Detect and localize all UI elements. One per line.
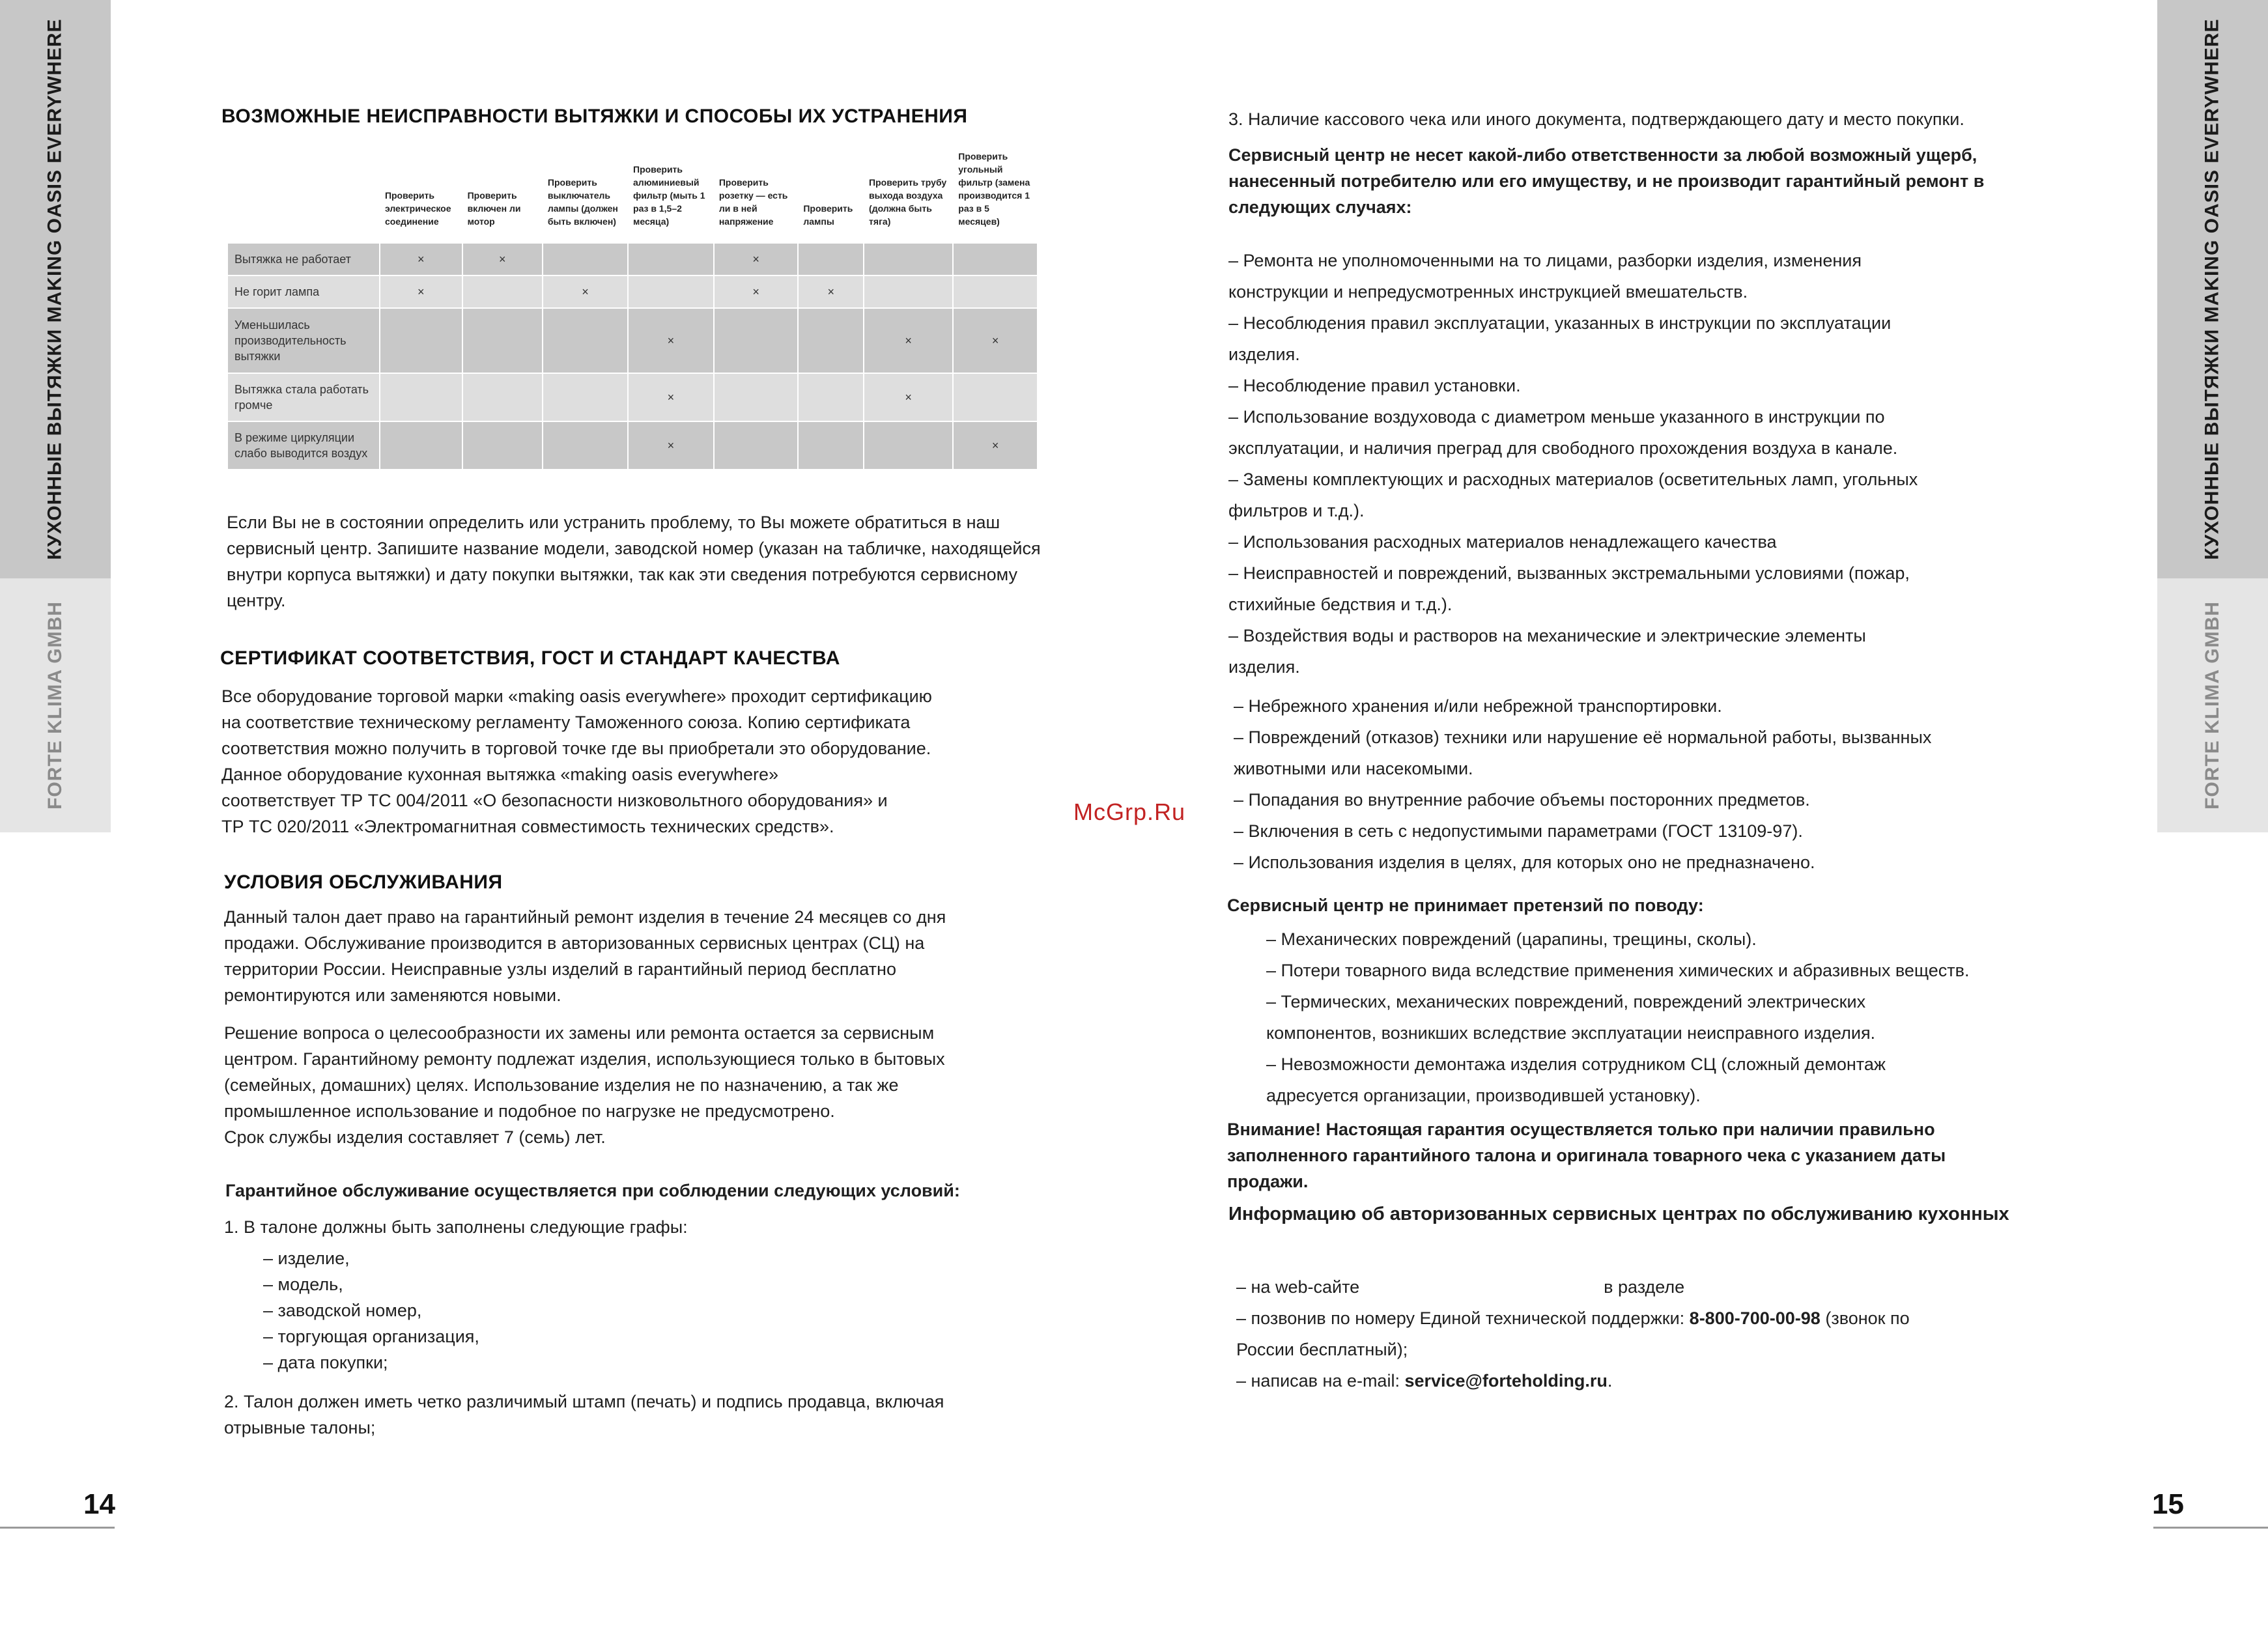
- text-line: – Термических, механических повреждений, повреждений электрических: [1266, 992, 1866, 1011]
- troubleshoot-table: [227, 150, 1038, 470]
- text-line: территории России. Неисправные узлы изделий в гарантийный период бесплатно: [224, 959, 896, 979]
- table-cell: [798, 373, 864, 421]
- row-label: В режиме циркуляции слабо выводится воздух: [227, 421, 380, 470]
- col-header: Проверить включен ли мотор: [467, 190, 521, 227]
- text-line: заполненного гарантийного талона и оригинала товарного чека с указанием даты: [1227, 1146, 1946, 1165]
- left-page-rule: [0, 1527, 115, 1529]
- left-page-number: 14: [83, 1488, 115, 1520]
- table-cell: ×: [714, 276, 799, 308]
- table-cell: [380, 421, 462, 470]
- right-page-rule: [2153, 1527, 2268, 1529]
- text-line: – Включения в сеть с недопустимыми параметрами (ГОСТ 13109-97).: [1234, 821, 1803, 841]
- text-line: Сервисный центр не несет какой-либо ответственности за любой возможный ущерб,: [1228, 145, 1977, 165]
- text-line: нанесенный потребителю или его имуществу, и не производит гарантийный ремонт в: [1228, 171, 1985, 191]
- row-label: Вытяжка не работает: [227, 243, 380, 276]
- text-line: конструкции и непредусмотренных инструкцией вмешательств.: [1228, 282, 1748, 302]
- table-cell: [798, 421, 864, 470]
- col-header: Проверить лампы: [803, 203, 853, 227]
- table-row: [227, 276, 1038, 308]
- cert-line: Все оборудование торговой марки «making oasis everywhere» проходит сертификацию: [221, 686, 932, 706]
- phone-number[interactable]: 8-800-700-00-98: [1689, 1308, 1821, 1328]
- cert-line: Данное оборудование кухонная вытяжка «making oasis everywhere»: [221, 765, 778, 784]
- table-cell: [714, 308, 799, 373]
- col-header: Проверить трубу выхода воздуха (должна быть тяга): [869, 177, 947, 227]
- info-title: Информацию об авторизованных сервисных центрах по обслуживанию кухонных: [1228, 1204, 2009, 1224]
- list-item: – изделие,: [263, 1249, 350, 1268]
- no-claims-title: Сервисный центр не принимает претензий по поводу:: [1227, 896, 1704, 915]
- text-line: изделия.: [1228, 657, 1300, 677]
- list-item: – торгующая организация,: [263, 1327, 479, 1346]
- table-cell: [864, 243, 953, 276]
- table-cell: ×: [864, 308, 953, 373]
- table-cell: [628, 243, 714, 276]
- text-line: эксплуатации, и наличия преград для свободного прохождения воздуха в канале.: [1228, 438, 1898, 458]
- text-line: следующих случаях:: [1228, 197, 1412, 217]
- table-cell: [543, 308, 628, 373]
- table-row: [227, 421, 1038, 470]
- contact-web: [1236, 1271, 2083, 1303]
- contact-phone: [1236, 1303, 2083, 1334]
- watermark: McGrp.Ru: [1073, 798, 1186, 825]
- col-header: Проверить электрическое соединение: [384, 190, 451, 227]
- service-title: УСЛОВИЯ ОБСЛУЖИВАНИЯ: [224, 871, 503, 893]
- table-corner: [227, 150, 380, 243]
- table-row: [227, 243, 1038, 276]
- text-line: животными или насекомыми.: [1234, 759, 1473, 778]
- table-cell: ×: [953, 308, 1038, 373]
- table-cell: [714, 421, 799, 470]
- contact-phone-label: – позвонив по номеру Единой технической поддержки:: [1236, 1308, 1690, 1328]
- table-cell: [798, 308, 864, 373]
- service-paragraph-1: [224, 904, 1071, 1008]
- table-cell: ×: [798, 276, 864, 308]
- table-cell: [714, 373, 799, 421]
- text-line: – Потери товарного вида вследствие применения химических и абразивных веществ.: [1266, 961, 1970, 980]
- table-cell: [953, 373, 1038, 421]
- table-cell: [953, 276, 1038, 308]
- table-cell: [462, 308, 543, 373]
- table-cell: [543, 421, 628, 470]
- condition-3: 3. Наличие кассового чека или иного документа, подтверждающего дату и место покупки.: [1228, 109, 1964, 129]
- table-cell: [953, 243, 1038, 276]
- table-cell: [543, 373, 628, 421]
- table-cell: [462, 421, 543, 470]
- cert-text: [221, 683, 1068, 840]
- no-liability-text: [1228, 142, 2075, 220]
- right-page-number: 15: [2152, 1488, 2184, 1520]
- list-item: – дата покупки;: [263, 1353, 388, 1372]
- table-row: [227, 308, 1038, 373]
- text-line: компонентов, возникших вследствие эксплуатации неисправного изделия.: [1266, 1023, 1876, 1043]
- text-line: – Невозможности демонтажа изделия сотрудником СЦ (сложный демонтаж: [1266, 1054, 1886, 1074]
- col-header: Проверить угольный фильтр (замена производится 1 раз в 5 месяцев): [958, 151, 1030, 227]
- table-cell: ×: [462, 243, 543, 276]
- table-cell: [462, 373, 543, 421]
- text-line: Данный талон дает право на гарантийный ремонт изделия в течение 24 месяцев со дня: [224, 907, 946, 927]
- condition-1: 1. В талоне должны быть заполнены следующие графы:: [224, 1217, 688, 1237]
- help-paragraph: Если Вы не в состоянии определить или устранить проблему, то Вы можете обратиться в наш сервисный центр. Запишите название модели, заводской номер (указан на табличке, находящейся внутри корпуса вытяжки) и дату покупки вытяжки, так как эти сведения потребуются сервисному центру.: [227, 513, 1041, 610]
- contact-web-section: в разделе: [1604, 1277, 1685, 1297]
- text-line: – Замены комплектующих и расходных материалов (осветительных ламп, угольных: [1228, 470, 1918, 489]
- row-label: Не горит лампа: [227, 276, 380, 308]
- left-company-name: FORTE KLIMA GMBH: [44, 601, 66, 810]
- col-header: Проверить выключатель лампы (должен быть включен): [547, 177, 618, 227]
- row-label: Уменьшилась производительность вытяжки: [227, 308, 380, 373]
- no-claims-list: [1266, 924, 2113, 1111]
- table-cell: [462, 276, 543, 308]
- text-line: – Ремонта не уполномоченными на то лицами, разборки изделия, изменения: [1228, 251, 1862, 270]
- text-line: – Механических повреждений (царапины, трещины, сколы).: [1266, 929, 1757, 949]
- text-line: продажи.: [1227, 1172, 1309, 1191]
- service-paragraph-2: [224, 1020, 1071, 1150]
- table-cell: ×: [628, 421, 714, 470]
- cert-line: на соответствие техническому регламенту Таможенного союза. Копию сертификата: [221, 713, 911, 732]
- text-line: 2. Талон должен иметь четко различимый штамп (печать) и подпись продавца, включая: [224, 1392, 944, 1411]
- contacts: [1236, 1271, 2083, 1396]
- text-line: адресуется организации, производившей установку).: [1266, 1086, 1701, 1105]
- left-brand-title: КУХОННЫЕ ВЫТЯЖКИ MAKING OASIS EVERYWHERE: [44, 18, 66, 560]
- text-line: фильтров и т.д.).: [1228, 501, 1365, 520]
- table-cell: [798, 243, 864, 276]
- text-line: – Использование воздуховода с диаметром меньше указанного в инструкции по: [1228, 407, 1885, 427]
- col-header: Проверить розетку — есть ли в ней напряжение: [718, 177, 788, 227]
- table-cell: [380, 308, 462, 373]
- table-cell: ×: [543, 276, 628, 308]
- contact-phone-note: (звонок по: [1820, 1308, 1910, 1328]
- text-line: (семейных, домашних) целях. Использование изделия не по назначению, а так же: [224, 1075, 899, 1095]
- table-cell: [864, 421, 953, 470]
- text-line: – Небрежного хранения и/или небрежной транспортировки.: [1234, 696, 1722, 716]
- list-item: – модель,: [263, 1275, 343, 1294]
- text-line: ремонтируются или заменяются новыми.: [224, 985, 561, 1005]
- contact-web-label: – на web-сайте: [1236, 1277, 1360, 1297]
- table-row: [227, 373, 1038, 421]
- text-line: центром. Гарантийному ремонту подлежат изделия, использующиеся только в бытовых: [224, 1049, 945, 1069]
- table-cell: ×: [628, 373, 714, 421]
- text-line: промышленное использование и подобное по нагрузке не предусмотрено.: [224, 1101, 835, 1121]
- table-cell: ×: [380, 276, 462, 308]
- email-link[interactable]: service@forteholding.ru: [1404, 1371, 1608, 1391]
- table-cell: [543, 243, 628, 276]
- table-cell: [380, 373, 462, 421]
- col-header: Проверить алюминиевый фильтр (мыть 1 раз в 1,5–2 месяца): [633, 164, 705, 227]
- table-cell: ×: [714, 243, 799, 276]
- troubleshoot-title: ВОЗМОЖНЫЕ НЕИСПРАВНОСТИ ВЫТЯЖКИ И СПОСОБЫ ИХ УСТРАНЕНИЯ: [221, 106, 968, 127]
- row-label: Вытяжка стала работать громче: [227, 373, 380, 421]
- table-cell: ×: [953, 421, 1038, 470]
- text-line: – Использования расходных материалов ненадлежащего качества: [1228, 532, 1777, 552]
- table-cell: ×: [628, 308, 714, 373]
- table-cell: ×: [380, 243, 462, 276]
- text-line: – Неисправностей и повреждений, вызванных экстремальными условиями (пожар,: [1228, 563, 1910, 583]
- text-line: Срок службы изделия составляет 7 (семь) лет.: [224, 1127, 606, 1147]
- table-cell: ×: [864, 373, 953, 421]
- text-line: – Несоблюдение правил установки.: [1228, 376, 1521, 395]
- exclusion-cases-b: [1234, 690, 2093, 878]
- cert-line: соответствия можно получить в торговой точке где вы приобретали это оборудование.: [221, 739, 931, 758]
- table-cell: [864, 276, 953, 308]
- right-brand-title: КУХОННЫЕ ВЫТЯЖКИ MAKING OASIS EVERYWHERE: [2202, 18, 2223, 560]
- text-line: стихийные бедствия и т.д.).: [1228, 595, 1453, 614]
- text-line: продажи. Обслуживание производится в авторизованных сервисных центрах (СЦ) на: [224, 933, 925, 953]
- cert-title: СЕРТИФИКАТ СООТВЕТСТВИЯ, ГОСТ И СТАНДАРТ КАЧЕСТВА: [220, 647, 840, 669]
- contact-email: [1236, 1365, 2083, 1396]
- contact-phone-note-line2: России бесплатный);: [1236, 1340, 1408, 1359]
- text-line: изделия.: [1228, 345, 1300, 364]
- right-company-name: FORTE KLIMA GMBH: [2202, 601, 2224, 810]
- conditions-title: Гарантийное обслуживание осуществляется при соблюдении следующих условий:: [225, 1181, 960, 1200]
- text-line: Внимание! Настоящая гарантия осуществляется только при наличии правильно: [1227, 1120, 1935, 1139]
- contact-email-end: .: [1607, 1371, 1613, 1391]
- text-line: – Использования изделия в целях, для которых оно не предназначено.: [1234, 853, 1815, 872]
- cert-line: ТР ТС 020/2011 «Электромагнитная совместимость технических средств».: [221, 817, 834, 836]
- exclusion-cases-a: [1228, 245, 2088, 683]
- list-item: – заводской номер,: [263, 1301, 422, 1320]
- cert-line: соответствует ТР ТС 004/2011 «О безопасности низковольтного оборудования» и: [221, 791, 888, 810]
- text-line: – Попадания во внутренние рабочие объемы посторонних предметов.: [1234, 790, 1810, 810]
- attention-notice: [1227, 1116, 2074, 1194]
- text-line: – Воздействия воды и растворов на механические и электрические элементы: [1228, 626, 1866, 645]
- text-line: Решение вопроса о целесообразности их замены или ремонта остается за сервисным: [224, 1023, 935, 1043]
- table-cell: [628, 276, 714, 308]
- condition-1-list: [263, 1245, 479, 1376]
- text-line: отрывные талоны;: [224, 1418, 376, 1437]
- text-line: – Повреждений (отказов) техники или нарушение её нормальной работы, вызванных: [1234, 728, 1932, 747]
- condition-2: [224, 1389, 1071, 1441]
- text-line: – Несоблюдения правил эксплуатации, указанных в инструкции по эксплуатации: [1228, 313, 1892, 333]
- contact-email-label: – написав на e-mail:: [1236, 1371, 1405, 1391]
